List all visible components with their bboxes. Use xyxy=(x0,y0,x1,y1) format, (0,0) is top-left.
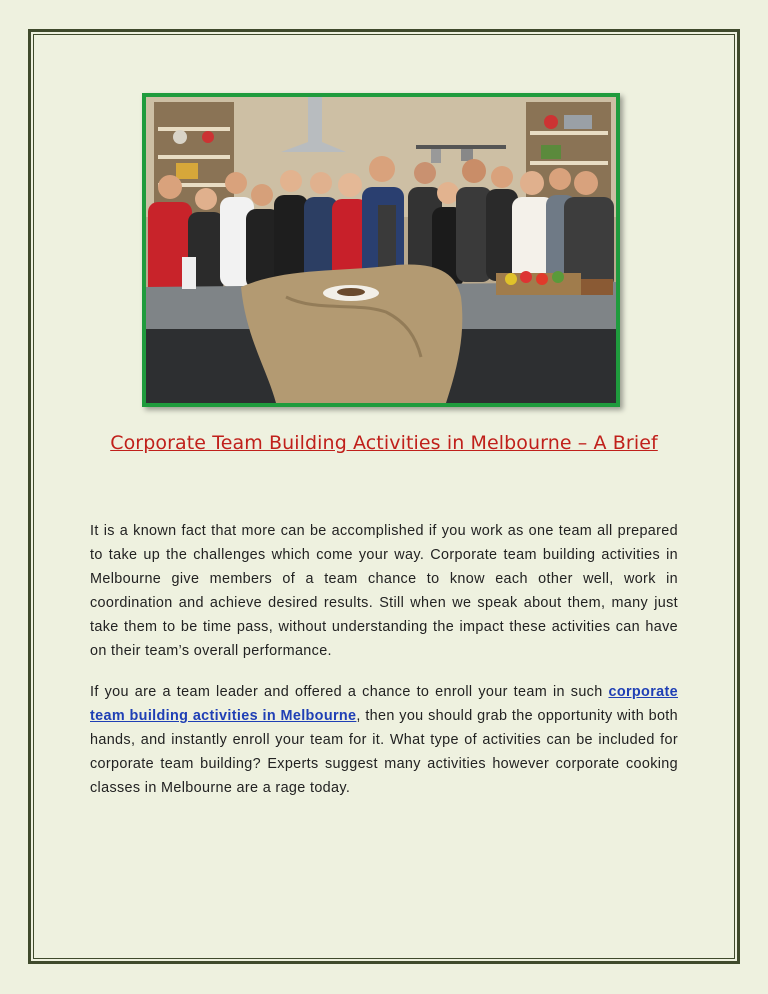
photo-illustration xyxy=(146,97,616,403)
paragraph-2-text-before: If you are a team leader and offered a chance to enroll your team in such xyxy=(90,684,609,701)
team-cooking-photo xyxy=(142,93,620,407)
paragraph-1: It is a known fact that more can be accomplished if you work as one team all prepared to take up the challenges which come your way. Corporate team building activities in Melbourne give members of a team chance to know each other well, work in coordination and achieve desired results. Still when we speak about them, many just take them to be time pass, without understanding the impact these activities can have on their team’s overall performance. xyxy=(90,523,678,660)
document-title: Corporate Team Building Activities in Melbourne – A Brief xyxy=(110,432,658,454)
paragraph-2 xyxy=(90,680,678,800)
corporate-team-building-link[interactable]: corporate team building activities in Melbourne xyxy=(90,684,678,725)
paragraph-2-text-after: , then you should grab the opportunity with both hands, and instantly enroll your team for it. What type of activities can be included for corporate team building? Experts suggest many activities however corporate cooking classes in Melbourne are a rage today. xyxy=(90,708,679,797)
